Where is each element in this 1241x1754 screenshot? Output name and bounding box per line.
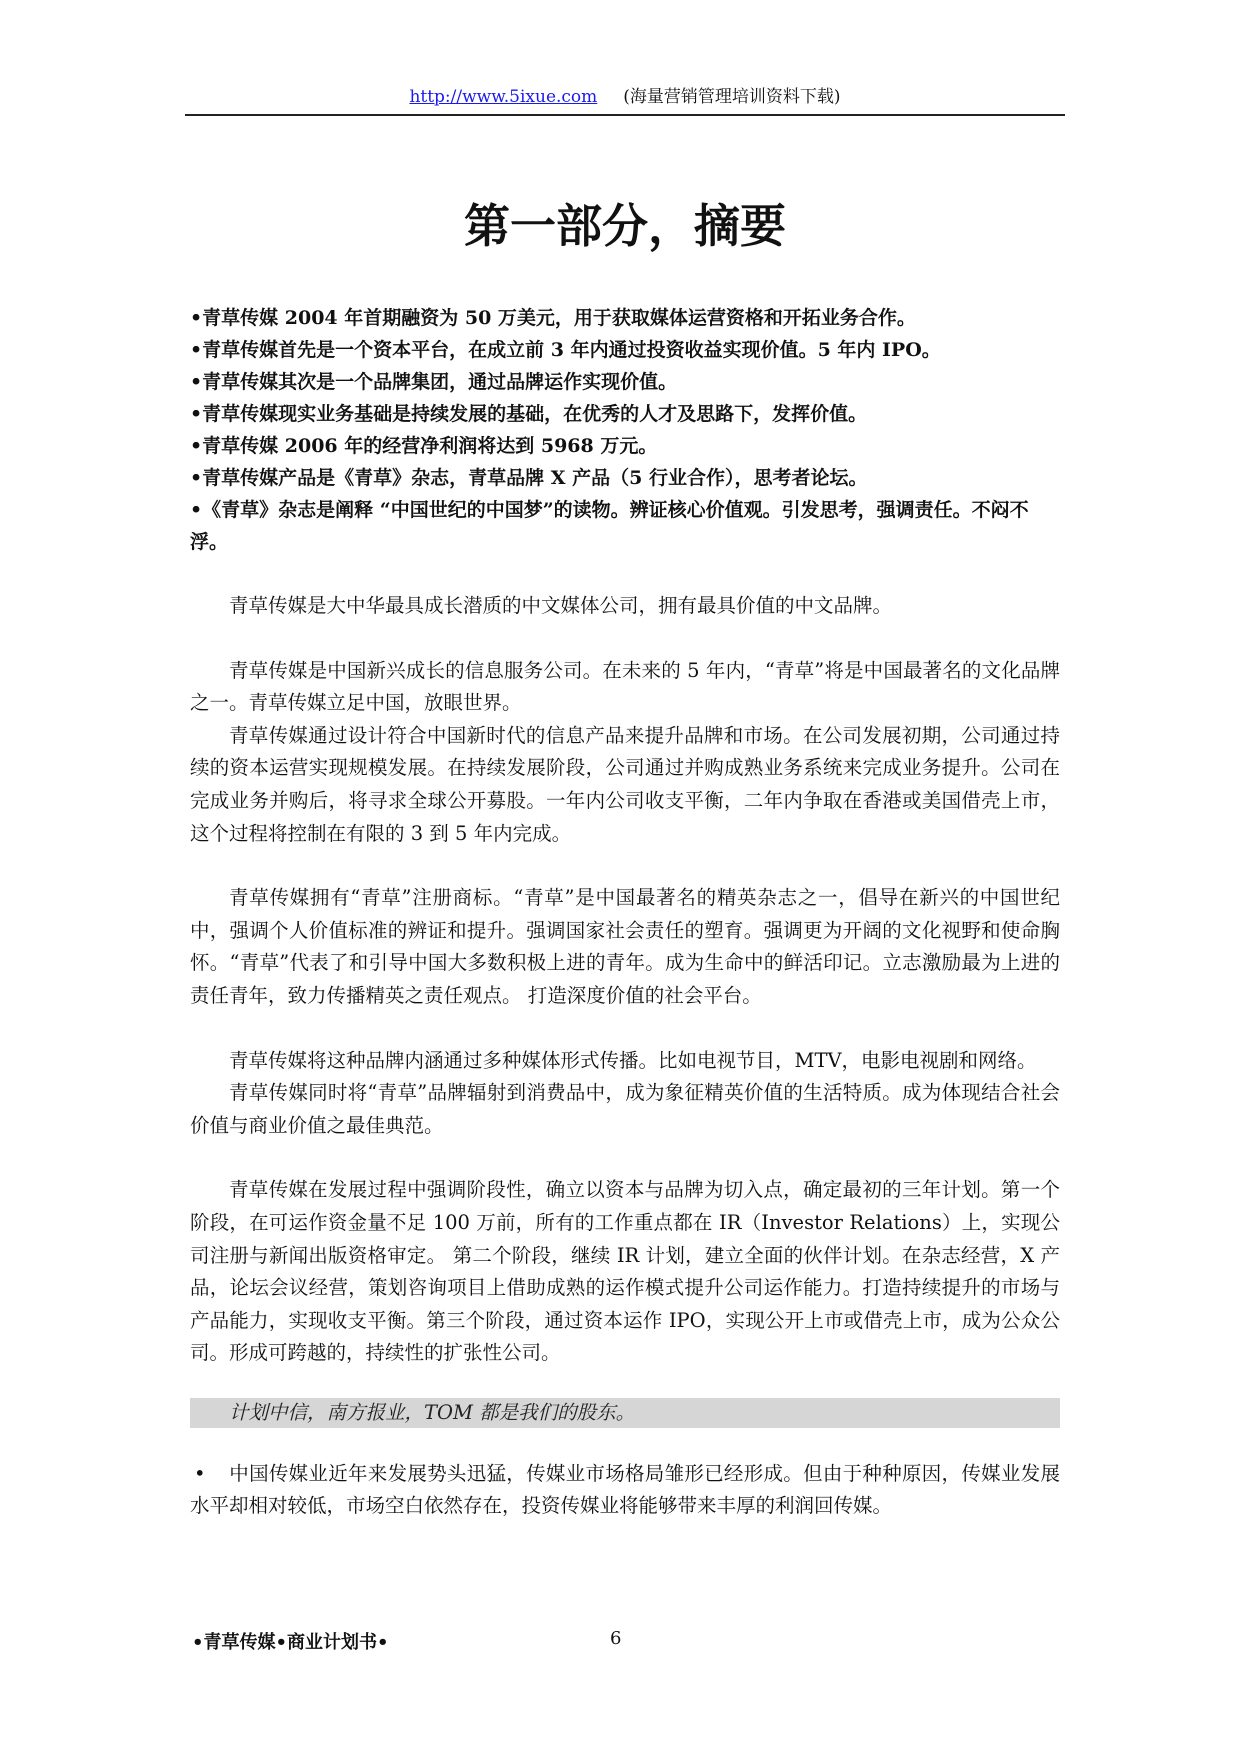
paragraph: 青草传媒同时将“青草”品牌辐射到消费品中，成为象征精英价值的生活特质。成为体现结合社会价值与商业价值之最佳典范。 xyxy=(190,1081,1060,1137)
paragraph: 青草传媒将这种品牌内涵通过多种媒体形式传播。比如电视节目，MTV，电影电视剧和网络。 xyxy=(229,1048,1037,1072)
summary-list xyxy=(190,302,1060,558)
summary-item: •《青草》杂志是阐释 “中国世纪的中国梦”的读物。辨证核心价值观。引发思考，强调责任。不闷不浮。 xyxy=(190,499,1029,553)
bullet-text: 中国传媒业近年来发展势头迅猛，传媒业市场格局雏形已经形成。但由于种种原因，传媒业发展水平却相对较低，市场空白依然存在，投资传媒业将能够带来丰厚的利润回传媒。 xyxy=(190,1461,1060,1518)
paragraph: 青草传媒拥有“青草”注册商标。“青草”是中国最著名的精英杂志之一，倡导在新兴的中国世纪中，强调个人价值标准的辨证和提升。强调国家社会责任的塑育。强调更为开阔的文化视野和使命胸怀。“青草”代表了和引导中国大多数积极上进的青年。成为生命中的鲜活印记。立志激励最为上进的责任青年，致力传播精英之责任观点。 打造深度价值的社会平台。 xyxy=(190,886,1060,1007)
bullet-symbol: • xyxy=(194,1461,206,1485)
header-link[interactable]: http://www.5ixue.com xyxy=(409,87,598,107)
footer-title: •青草传媒•商业计划书• xyxy=(192,1632,389,1653)
page-number: 6 xyxy=(610,1628,622,1649)
summary-item: •青草传媒首先是一个资本平台，在成立前 3 年内通过投资收益实现价值。5 年内 IPO。 xyxy=(190,339,941,361)
paragraph: 青草传媒是中国新兴成长的信息服务公司。在未来的 5 年内，“青草”将是中国最著名的文化品牌之一。青草传媒立足中国，放眼世界。 xyxy=(190,658,1060,715)
summary-item: •青草传媒其次是一个品牌集团，通过品牌运作实现价值。 xyxy=(190,371,678,393)
summary-item: •青草传媒 2006 年的经营净利润将达到 5968 万元。 xyxy=(190,435,658,457)
summary-item: •青草传媒产品是《青草》杂志，青草品牌 X 产品（5 行业合作），思考者论坛。 xyxy=(190,467,868,489)
paragraph: 青草传媒在发展过程中强调阶段性，确立以资本与品牌为切入点，确定最初的三年计划。第一个阶段，在可运作资金量不足 100 万前，所有的工作重点都在 IR（Investor Relations）上，实现公司注册与新闻出版资格审定。 第二个阶段，继续 IR 计划，建立全面的伙伴计划。在杂志经营，X 产品，论坛会议经营，策划咨询项目上借助成熟的运作模式提升公司运作能力。打造持续提升的市场与产品能力，实现收支平衡。第三个阶段，通过资本运作 IPO，实现公开上市或借壳上市，成为公众公司。形成可跨越的，持续性的扩张性公司。 xyxy=(190,1178,1060,1365)
summary-item: •青草传媒现实业务基础是持续发展的基础，在优秀的人才及思路下，发挥价值。 xyxy=(190,403,868,425)
bullet-paragraph xyxy=(190,1458,1060,1523)
body-text xyxy=(190,590,1060,1523)
paragraph: 青草传媒通过设计符合中国新时代的信息产品来提升品牌和市场。在公司发展初期，公司通过持续的资本运营实现规模发展。在持续发展阶段，公司通过并购成熟业务系统来完成业务提升。公司在完成业务并购后，将寻求全球公开募股。一年内公司收支平衡，二年内争取在香港或美国借壳上市，这个过程将控制在有限的 3 到 5 年内完成。 xyxy=(190,723,1060,845)
header-divider xyxy=(185,114,1065,116)
header-note: (海量营销管理培训资料下载) xyxy=(623,87,841,107)
summary-item: •青草传媒 2004 年首期融资为 50 万美元，用于获取媒体运营资格和开拓业务合作。 xyxy=(190,307,916,329)
page-header xyxy=(185,86,1065,108)
paragraph: 青草传媒是大中华最具成长潜质的中文媒体公司，拥有最具价值的中文品牌。 xyxy=(229,594,893,617)
highlighted-note: 计划中信，南方报业，TOM 都是我们的股东。 xyxy=(190,1398,1060,1428)
section-title: 第一部分，摘要 xyxy=(464,199,786,253)
